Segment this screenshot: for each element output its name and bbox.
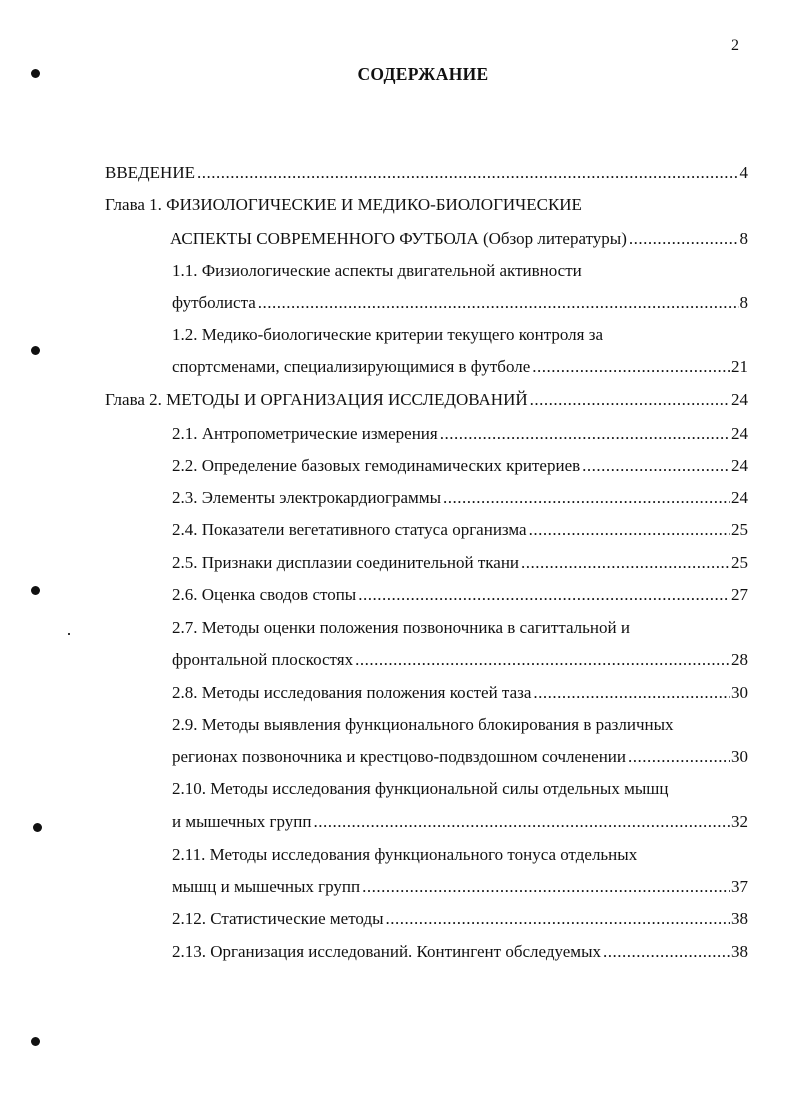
toc-entry [172, 812, 748, 832]
toc-entry-title: 2.13. Организация исследований. Контингент обследуемых [172, 942, 601, 961]
toc-entry [172, 488, 748, 508]
toc-entry-page: 38 [731, 942, 748, 961]
toc-entry [172, 553, 748, 573]
toc-entry-title: спортсменами, специализирующимися в футболе [172, 357, 531, 376]
toc-entry-title: ВВЕДЕНИЕ [105, 163, 195, 182]
toc-entry-page: 30 [731, 683, 748, 702]
dot-leader [443, 488, 730, 508]
toc-entry [172, 747, 748, 767]
toc-entry [105, 195, 582, 215]
toc-entry [170, 229, 748, 249]
toc-entry [172, 845, 637, 865]
toc-entry-title: 2.2. Определение базовых гемодинамических критериев [172, 456, 581, 475]
toc-entry [172, 456, 748, 476]
toc-entry-title: 2.6. Оценка сводов стопы [172, 585, 357, 604]
dot-leader [628, 747, 730, 767]
toc-entry-title: и мышечных групп [172, 812, 312, 831]
toc-entry [172, 909, 748, 929]
toc-entry-title: 2.1. Антропометрические измерения [172, 424, 438, 443]
dot-leader [532, 357, 730, 377]
toc-entry-page: 32 [731, 812, 748, 831]
toc-entry [172, 424, 748, 444]
dot-leader [358, 585, 730, 605]
toc-entry-page: 8 [739, 293, 748, 312]
toc-entry-title: 2.3. Элементы электрокардиограммы [172, 488, 441, 507]
dot-leader [258, 293, 739, 313]
toc-entry [172, 779, 668, 799]
toc-entry-page: 4 [739, 163, 748, 182]
toc-entry [172, 585, 748, 605]
toc-entry [172, 715, 674, 735]
toc-entry-title: 2.4. Показатели вегетативного статуса организма [172, 520, 527, 539]
toc-entry-page: 28 [731, 650, 748, 669]
toc-entry-page: 27 [731, 585, 748, 604]
toc-entry-page: 21 [731, 357, 748, 376]
dot-leader [355, 650, 730, 670]
toc-entry-title: регионах позвоночника и крестцово-подвздошном сочленении [172, 747, 626, 766]
dot-leader [629, 229, 739, 249]
toc-entry [172, 683, 748, 703]
toc-entry-title: 2.5. Признаки дисплазии соединительной ткани [172, 553, 520, 572]
toc-entry-title: мышц и мышечных групп [172, 877, 361, 896]
toc-entry-title: Глава 1. ФИЗИОЛОГИЧЕСКИЕ И МЕДИКО-БИОЛОГИЧЕСКИЕ [105, 195, 582, 214]
toc-entry [105, 390, 748, 410]
toc-entry-page: 24 [731, 390, 748, 409]
toc-entry-title: 2.10. Методы исследования функциональной силы отдельных мышц [172, 779, 669, 798]
punch-hole [31, 586, 40, 595]
scan-speck [68, 633, 70, 635]
toc-entry [172, 618, 630, 638]
toc-entry-title: фронтальной плоскостях [172, 650, 354, 669]
punch-hole [31, 69, 40, 78]
toc-entry-title: футболиста [172, 293, 256, 312]
toc-entry [172, 650, 748, 670]
toc-entry-page: 24 [731, 488, 748, 507]
page-number: 2 [731, 37, 739, 54]
toc-entry [172, 357, 748, 377]
toc-entry-page: 30 [731, 747, 748, 766]
toc-entry [172, 877, 748, 897]
toc-entry-page: 25 [731, 520, 748, 539]
dot-leader [603, 942, 730, 962]
toc-entry [172, 520, 748, 540]
punch-hole [31, 1037, 40, 1046]
toc-entry-title: 2.7. Методы оценки положения позвоночника в сагиттальной и [172, 618, 630, 637]
dot-leader [197, 163, 739, 183]
dot-leader [533, 683, 730, 703]
dot-leader [529, 520, 730, 540]
toc-entry-page: 8 [739, 229, 748, 248]
toc-entry [172, 293, 748, 313]
dot-leader [386, 909, 730, 929]
toc-entry-title: 2.12. Статистические методы [172, 909, 384, 928]
punch-hole [31, 346, 40, 355]
toc-entry-page: 38 [731, 909, 748, 928]
toc-entry-title: АСПЕКТЫ СОВРЕМЕННОГО ФУТБОЛА (Обзор литературы) [170, 229, 627, 248]
dot-leader [530, 390, 730, 410]
dot-leader [314, 812, 730, 832]
dot-leader [521, 553, 730, 573]
toc-entry-title: 1.1. Физиологические аспекты двигательной активности [172, 261, 582, 280]
page-title: СОДЕРЖАНИЕ [357, 64, 489, 84]
toc-entry [172, 942, 748, 962]
dot-leader [582, 456, 730, 476]
toc-entry-title: Глава 2. МЕТОДЫ И ОРГАНИЗАЦИЯ ИССЛЕДОВАНИЙ [105, 390, 528, 409]
toc-entry-page: 37 [731, 877, 748, 896]
toc-entry-title: 1.2. Медико-биологические критерии текущего контроля за [172, 325, 603, 344]
toc-entry-title: 2.11. Методы исследования функционального тонуса отдельных [172, 845, 638, 864]
toc-entry-title: 2.9. Методы выявления функционального блокирования в различных [172, 715, 674, 734]
toc-entry [172, 325, 603, 345]
toc-entry-page: 25 [731, 553, 748, 572]
toc-entry-page: 24 [731, 456, 748, 475]
punch-hole [33, 823, 42, 832]
toc-entry-title: 2.8. Методы исследования положения костей таза [172, 683, 532, 702]
toc-entry [172, 261, 582, 281]
toc-entry [105, 163, 748, 183]
dot-leader [362, 877, 730, 897]
dot-leader [440, 424, 730, 444]
toc-entry-page: 24 [731, 424, 748, 443]
